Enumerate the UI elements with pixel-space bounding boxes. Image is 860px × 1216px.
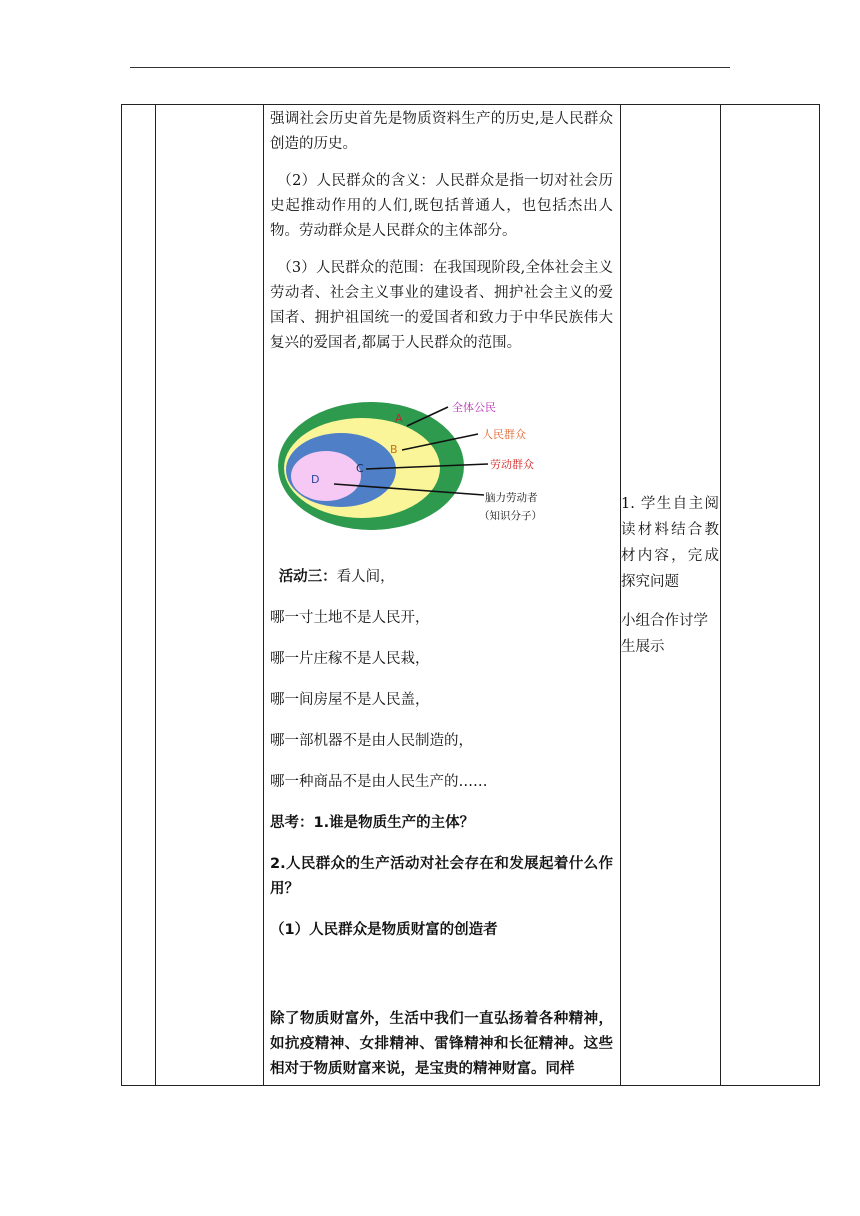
column-divider-2 xyxy=(263,104,264,1086)
letter-c: C xyxy=(356,462,364,475)
label-working-masses: 劳动群众 xyxy=(490,458,534,471)
letter-d: D xyxy=(311,473,320,486)
column-divider-3 xyxy=(620,104,621,1086)
label-intellectuals: （知识分子） xyxy=(479,510,542,522)
header-rule xyxy=(130,67,730,68)
poem-line-5: 哪一种商品不是由人民生产的…… xyxy=(270,774,488,790)
label-people: 人民群众 xyxy=(482,428,526,441)
spiritual-wealth-paragraph: 除了物质财富外，生活中我们一直弘扬着各种精神，如抗疫精神、女排精神、雷锋精神和长征精神。这些相对于物质财富来说，是宝贵的精神财富。同样 xyxy=(270,1011,613,1077)
column-divider-4 xyxy=(720,104,721,1086)
question-1: 思考：1.谁是物质生产的主体？ xyxy=(270,815,475,831)
paragraph-history: 强调社会历史首先是物质资料生产的历史,是人民群众创造的历史。 xyxy=(270,111,613,152)
activity-title-rest: 看人间， xyxy=(336,569,395,585)
paragraph-definition: （2）人民群众的含义：人民群众是指一切对社会历史起推动作用的人们,既包括普通人，也包括杰出人物。劳动群众是人民群众的主体部分。 xyxy=(270,173,613,239)
paragraph-scope: （3）人民群众的范围：在我国现阶段,全体社会主义劳动者、社会主义事业的建设者、拥护社会主义的爱国者、拥护祖国统一的爱国者和致力于中华民族伟大复兴的爱国者,都属于人民群众的范围。 xyxy=(270,260,613,351)
label-mental-workers: 脑力劳动者 xyxy=(485,492,538,504)
letter-b: B xyxy=(390,443,398,456)
content-upper xyxy=(270,104,613,366)
student-activity-2: 小组合作讨学生展示 xyxy=(621,613,708,655)
poem-line-3: 哪一间房屋不是人民盖， xyxy=(270,692,430,708)
letter-a: A xyxy=(395,412,403,425)
activity-title-bold: 活动三： xyxy=(278,569,337,585)
people-scope-diagram xyxy=(276,392,566,532)
answer-1: （1）人民群众是物质财富的创造者 xyxy=(270,922,498,938)
student-activity-1: 1. 学生自主阅读材料结合教材内容，完成探究问题 xyxy=(621,496,719,590)
poem-line-2: 哪一片庄稼不是人民栽， xyxy=(270,651,430,667)
label-all-citizens: 全体公民 xyxy=(452,401,496,414)
activity-title xyxy=(270,565,613,590)
poem-line-4: 哪一部机器不是由人民制造的， xyxy=(270,733,473,749)
poem-line-1: 哪一寸土地不是人民开， xyxy=(270,610,430,626)
column-divider-1 xyxy=(155,104,156,1086)
question-2: 2.人民群众的生产活动对社会存在和发展起着什么作用？ xyxy=(270,856,613,897)
content-lower xyxy=(270,565,613,1082)
ellipse-mental-workers xyxy=(291,451,361,501)
